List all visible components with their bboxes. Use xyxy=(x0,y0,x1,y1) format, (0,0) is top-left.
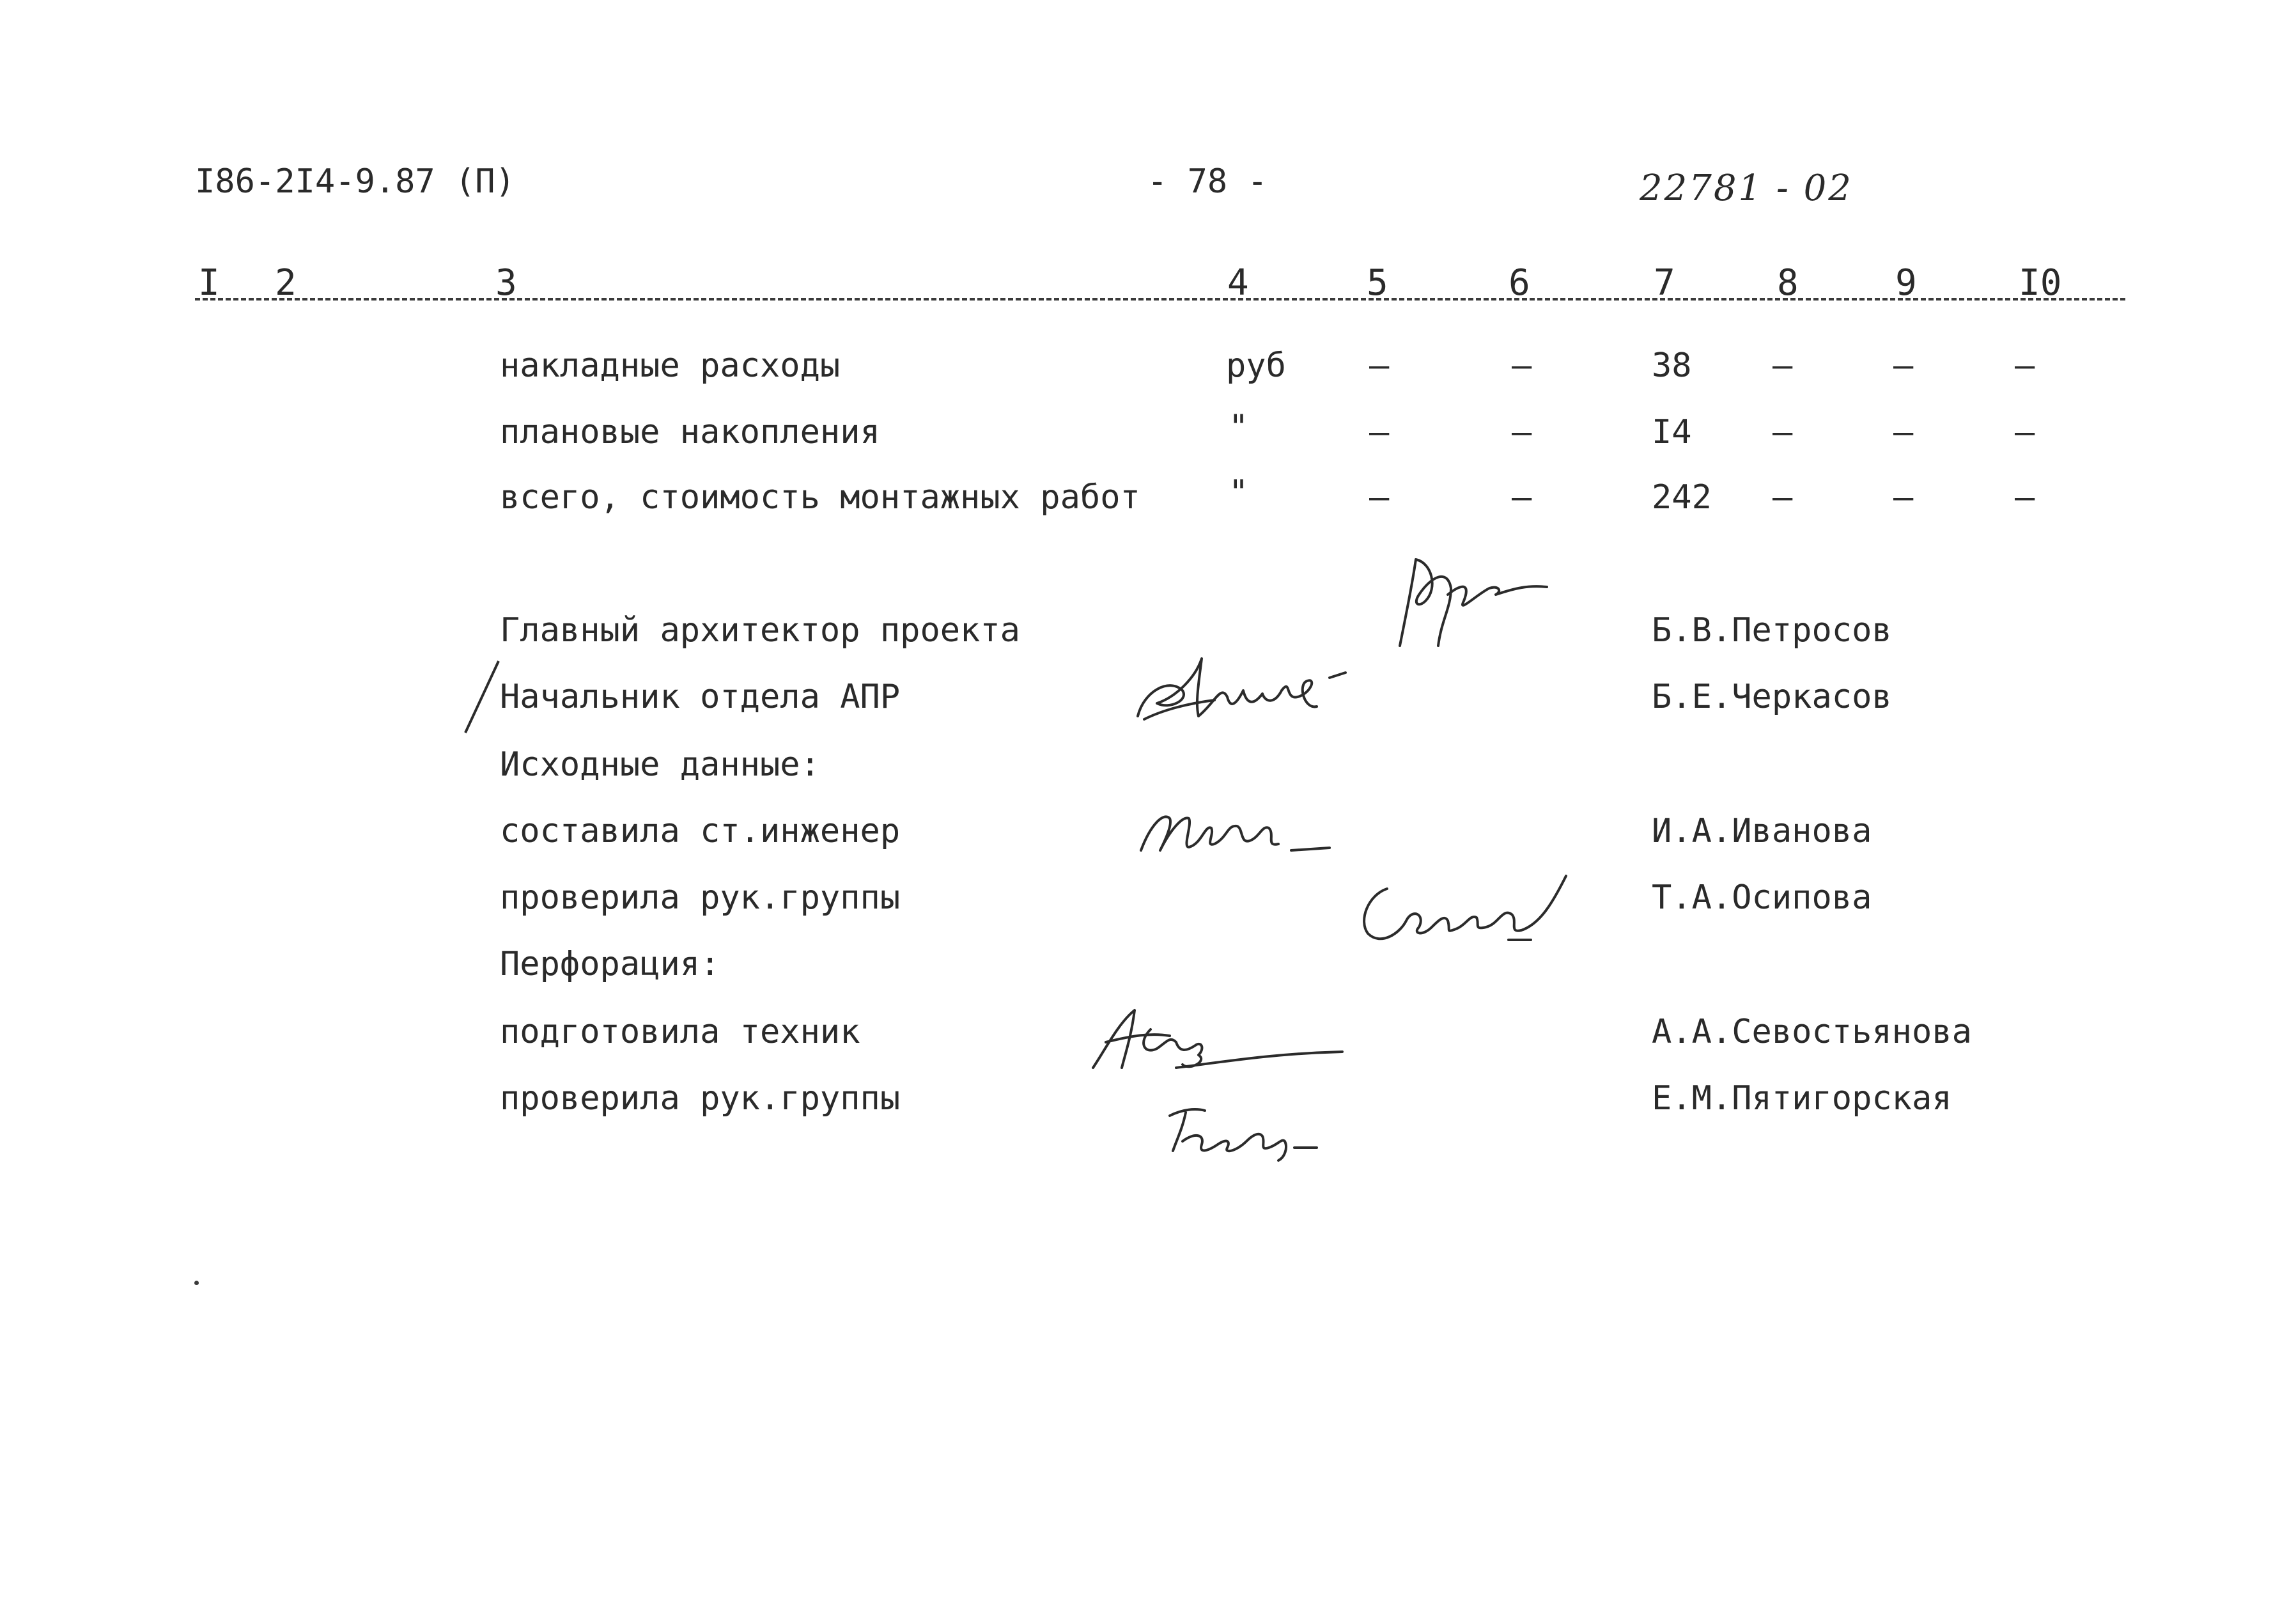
column-number: 2 xyxy=(275,262,297,304)
signatory-name: И.А.Иванова xyxy=(1652,812,1872,850)
signatory-name: Б.В.Петросов xyxy=(1652,611,1892,650)
signature-group-leader-1 xyxy=(1349,870,1604,959)
row-col8: – xyxy=(1772,347,1793,385)
page-number: - 78 - xyxy=(1147,162,1268,201)
signatory-name: Е.М.Пятигорская xyxy=(1652,1079,1952,1118)
column-number: I xyxy=(198,262,220,304)
signatory-role: Главный архитектор проекта xyxy=(500,611,1020,650)
row-col7: 242 xyxy=(1652,478,1712,517)
signatory-role: проверила рук.группы xyxy=(500,878,901,917)
row-col10: – xyxy=(2015,478,2035,517)
header-dashed-rule xyxy=(195,298,2125,301)
row-col6: – xyxy=(1512,347,1532,385)
signature-group-leader-2 xyxy=(1157,1097,1361,1167)
section-heading: Исходные данные: xyxy=(500,746,820,784)
signatory-name: Б.Е.Черкасов xyxy=(1652,678,1892,716)
column-number: 7 xyxy=(1654,262,1675,304)
row-col8: – xyxy=(1772,413,1793,451)
row-unit: руб xyxy=(1226,347,1286,385)
row-col5: – xyxy=(1369,413,1390,451)
row-col9: – xyxy=(1893,347,1914,385)
column-number: 4 xyxy=(1227,262,1249,304)
column-number: I0 xyxy=(2019,262,2062,304)
row-col5: – xyxy=(1369,478,1390,517)
row-col7: 38 xyxy=(1652,347,1692,385)
column-number: 6 xyxy=(1509,262,1530,304)
signatory-name: А.А.Севостьянова xyxy=(1652,1013,1972,1051)
row-unit: " xyxy=(1229,473,1249,511)
row-col7: I4 xyxy=(1652,413,1692,451)
margin-slash-mark xyxy=(460,659,505,735)
row-col8: – xyxy=(1772,478,1793,517)
document-code: I86-2I4-9.87 (П) xyxy=(195,162,515,201)
row-unit: " xyxy=(1229,408,1249,446)
row-col10: – xyxy=(2015,347,2035,385)
row-col9: – xyxy=(1893,478,1914,517)
stray-mark xyxy=(194,1281,199,1285)
signature-senior-engineer xyxy=(1131,786,1400,870)
column-number: 3 xyxy=(495,262,517,304)
signature-chief-architect xyxy=(1387,550,1553,659)
row-col5: – xyxy=(1369,347,1390,385)
signature-department-head xyxy=(1125,639,1393,735)
column-number: 8 xyxy=(1777,262,1799,304)
row-col10: – xyxy=(2015,413,2035,451)
signatory-role: составила ст.инженер xyxy=(500,812,901,850)
row-col6: – xyxy=(1512,413,1532,451)
signatory-role: подготовила техник xyxy=(500,1013,860,1051)
row-name: всего, стоимость монтажных работ xyxy=(500,478,1140,517)
column-number: 5 xyxy=(1367,262,1388,304)
row-col6: – xyxy=(1512,478,1532,517)
row-name: накладные расходы xyxy=(500,347,841,385)
signatory-name: Т.А.Осипова xyxy=(1652,878,1872,917)
row-name: плановые накопления xyxy=(500,413,880,451)
handwritten-document-number: 22781 - 02 xyxy=(1640,168,1853,209)
column-number: 9 xyxy=(1895,262,1917,304)
signatory-role: проверила рук.группы xyxy=(500,1079,901,1118)
row-col9: – xyxy=(1893,413,1914,451)
signature-technician xyxy=(1080,997,1355,1081)
section-heading: Перфорация: xyxy=(500,945,720,983)
signatory-role: Начальник отдела АПР xyxy=(500,678,901,716)
